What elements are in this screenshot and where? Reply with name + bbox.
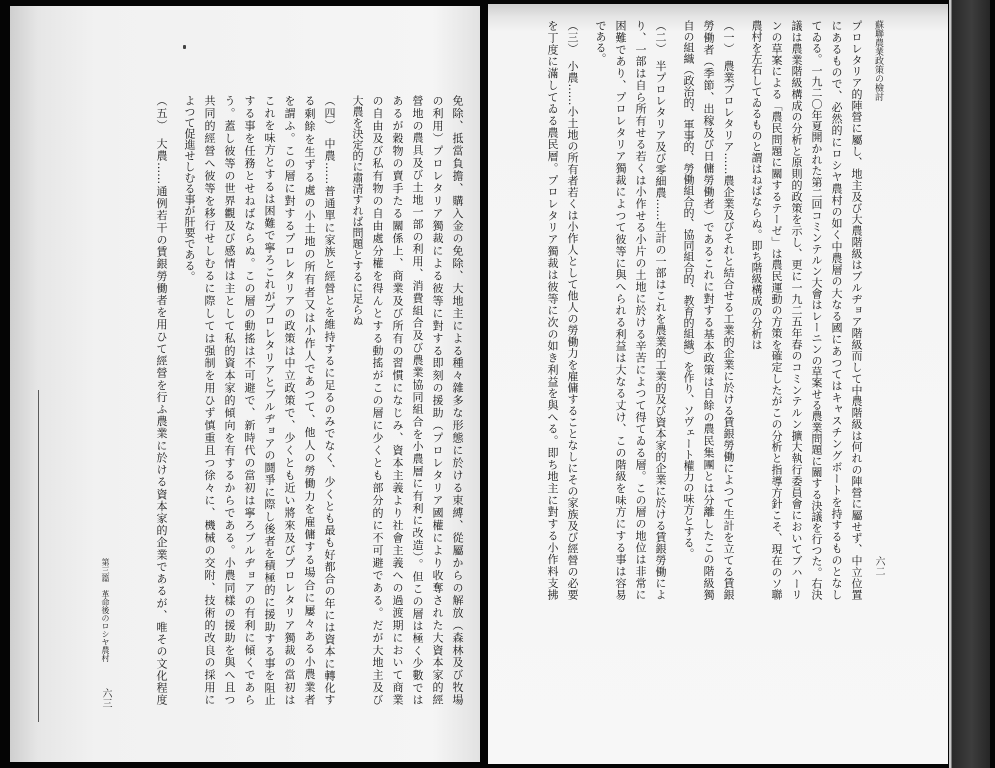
text-line: よつて促進せしむる事が肝要である。 — [183, 95, 196, 282]
text-line: の利用）プロレタリア獨裁による彼等に對する即刻の援助（プロレタリア國權により收奪された大資本家的經 — [431, 95, 444, 705]
text-line: を謂ふ。この層に對するプロレタリアの政策は中立政策で、少くとも近い將來及びプロレタリア獨裁の當初は — [283, 95, 296, 705]
text-line: （五） 大農……通例若干の賃銀勞働者を用ひて經營を行ふ農業に於ける資本家的企業であるが、唯その文化程度 — [155, 95, 168, 705]
text-line: を丁度に滿してゐる農民層。プロレタリア獨裁は彼等に次の如き利益を與へる。即ち地主に對する小作料支拂 — [546, 20, 559, 600]
text-block — [542, 20, 866, 600]
text-line: 營地の農具及び土地一部の利用、消費組合及び農業協同組合を小農層に有利に改造）。但この層は極く少數では — [411, 95, 424, 705]
page-number: 六三 — [100, 688, 111, 708]
text-line: （二） 半プロレタリア及び零細農……生計の一部はこれを農業的工業的及び資本家的企業に於ける賃銀勞働によ — [654, 20, 667, 600]
text-line: 困難であり、プロレタリア獨裁によつて彼等に與へられる利益は大なる丈け、この階級を味方にする事は容易 — [614, 20, 627, 600]
text-line: う。蓋し彼等の世界觀及び感情は主として私的資本家的傾向を有するからである。小農同樣の援助を與へ且つ — [223, 95, 236, 705]
text-line: （四） 中農……普通單に家族と經營とを維持するに足るのみでなく、少くとも最も好都合の年には資本に轉化す — [323, 95, 336, 705]
paragraph — [678, 20, 738, 600]
text-line: 共同的經營へ彼等を移行せしむるに際しては强制を用ひず慎重且つ徐々に、機械の交附、技術的改良の採用に — [203, 95, 216, 705]
text-line: 勞働者（季節、出稼及び日傭勞働者）であるこれに對する基本政策は自餘の農民集團とは分離したこの階級獨 — [702, 20, 715, 600]
paragraph — [746, 20, 866, 600]
text-line: り、一部は自ら所有せる若くは小作せる小片の土地に於ける辛苦によつて得てゐる層。この層の地位は非常に — [634, 20, 647, 600]
text-line: 農村を左右してゐるものと謂はねばならぬ。即ち階級構成の分析は — [750, 20, 763, 350]
paragraph — [151, 95, 171, 705]
paragraph — [347, 95, 467, 705]
text-block — [151, 95, 467, 705]
paragraph — [542, 20, 582, 600]
text-line: 自の組織（政治的、軍事的、勞働組合的、協同組合的、教育的組織）を作り、ソヴェート權力の味方とする。 — [682, 20, 695, 559]
paragraph — [590, 20, 670, 600]
text-line: 議は農業階級構成の分析と原則的政策を示し、更に一九二五年春のコミンテルン擴大執行委員會においてブハーリ — [790, 20, 803, 600]
text-line: てゐる。一九二〇年夏開かれた第二回コミンテルン大會はレーニンの草案せる農業問題に關する決議を行つた。右決 — [810, 20, 823, 600]
text-line: である。 — [594, 20, 607, 64]
paragraph — [179, 95, 339, 705]
text-line: ンの草案による「農民問題に關するテーゼ」は農民運動の方策を確定したがこの分析と指導方針こそ、現在のソ聯 — [770, 20, 783, 600]
text-line: プロレタリア的陣營に屬し、地主及び大農階級はブルヂョア階級而して中農階級は何れの陣營に屬せず、中立位置 — [850, 20, 863, 600]
running-head: 第三篇 革命後のロシヤ農村 — [101, 558, 110, 662]
text-line: （一） 農業プロレタリア……農企業及びそれと結合せる工業的企業に於ける賃銀勞働によつて生計を立てる賃銀 — [722, 20, 735, 600]
text-line: あるが穀物の賣手たる關係上、商業及び所有の習慣になじみ、資本主義より社會主義への過渡期において商業 — [391, 95, 404, 705]
text-line: これを味方とするは困難で寧ろこれがプロレタリアとブルヂョアの鬪爭に際し後者を積極的に援助する事を阻止 — [263, 95, 276, 705]
text-line: 大農を決定的に肅清すれば問題とするに足らぬ — [351, 95, 364, 326]
right-page — [488, 4, 948, 764]
text-line: にあるもので、必然的にロシヤ農村の如く中農層の大なる國にあつてはキャスチングボートを持するものとなし — [830, 20, 843, 600]
left-page — [10, 6, 480, 762]
running-head: 蘇聯農業政策の檢討 — [873, 20, 883, 101]
page-number: 六二 — [873, 556, 884, 576]
text-line: （三） 小農……小土地の所有者若くは小作人として他人の勞働力を雇傭することなしにその家族及び經營の必要 — [566, 20, 579, 600]
scan-speck — [183, 45, 186, 49]
book-edge — [949, 0, 990, 768]
text-line: する事を任務とせねばならぬ。この層の動搖は不可避で、新時代の當初は寧ろブルヂョアの有利に傾くであら — [243, 95, 256, 705]
text-line: 免除、抵當負擔、購入金の免除、大地主による種々雜多な形態に於ける束縛、從屬からの解放（森林及び牧場 — [451, 95, 464, 705]
scan-line — [38, 390, 39, 722]
text-line: る剩餘を生ずる處の小土地の所有者又は小作人であつて、他人の勞働力を雇傭する場合に屢々ある小農業者 — [303, 95, 316, 705]
text-line: の自由及び私有物の自由處分權を得んとする動搖がこの層に少くとも部分的に不可避である。だが大地主及び — [371, 95, 384, 705]
